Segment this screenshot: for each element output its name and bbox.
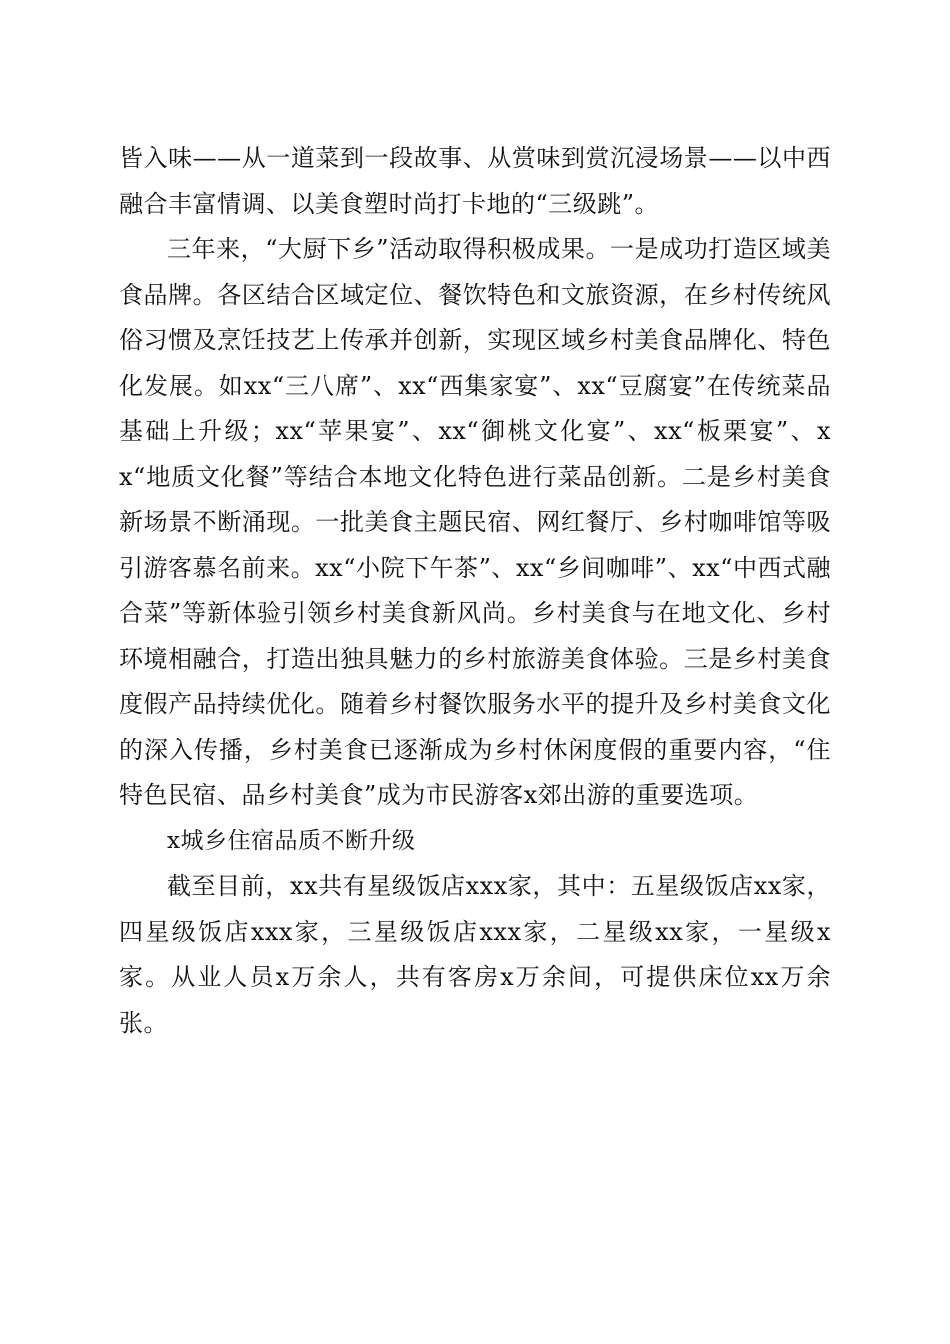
section-heading: x城乡住宿品质不断升级 — [167, 827, 416, 854]
document-body — [119, 136, 831, 1046]
paragraph-continued: 皆入味——从一道菜到一段故事、从赏味到赏沉浸场景——以中西融合丰富情调、以美食塑时尚打卡地的“三级跳”。 — [119, 144, 831, 218]
paragraph-hotels: 截至目前，xx共有星级饭店xxx家，其中：五星级饭店xx家，四星级饭店xxx家，三星级饭店xxx家，二星级xx家，一星级x家。从业人员x万余人，共有客房x万余间，可提供床位xx万余张。 — [119, 872, 831, 1037]
paragraph-results: 三年来，“大厨下乡”活动取得积极成果。一是成功打造区域美食品牌。各区结合区域定位、餐饮特色和文旅资源，在乡村传统风俗习惯及烹饪技艺上传承并创新，实现区域乡村美食品牌化、特色化发展。如xx“三八席”、xx“西集家宴”、xx“豆腐宴”在传统菜品基础上升级；xx“苹果宴”、xx“御桃文化宴”、xx“板栗宴”、xx“地质文化餐”等结合本地文化特色进行菜品创新。二是乡村美食新场景不断涌现。一批美食主题民宿、网红餐厅、乡村咖啡馆等吸引游客慕名前来。xx“小院下午茶”、xx“乡间咖啡”、xx“中西式融合菜”等新体验引领乡村美食新风尚。乡村美食与在地文化、乡村环境相融合，打造出独具魅力的乡村旅游美食体验。三是乡村美食度假产品持续优化。随着乡村餐饮服务水平的提升及乡村美食文化的深入传播，乡村美食已逐渐成为乡村休闲度假的重要内容，“住特色民宿、品乡村美食”成为市民游客x郊出游的重要选项。 — [119, 235, 831, 809]
